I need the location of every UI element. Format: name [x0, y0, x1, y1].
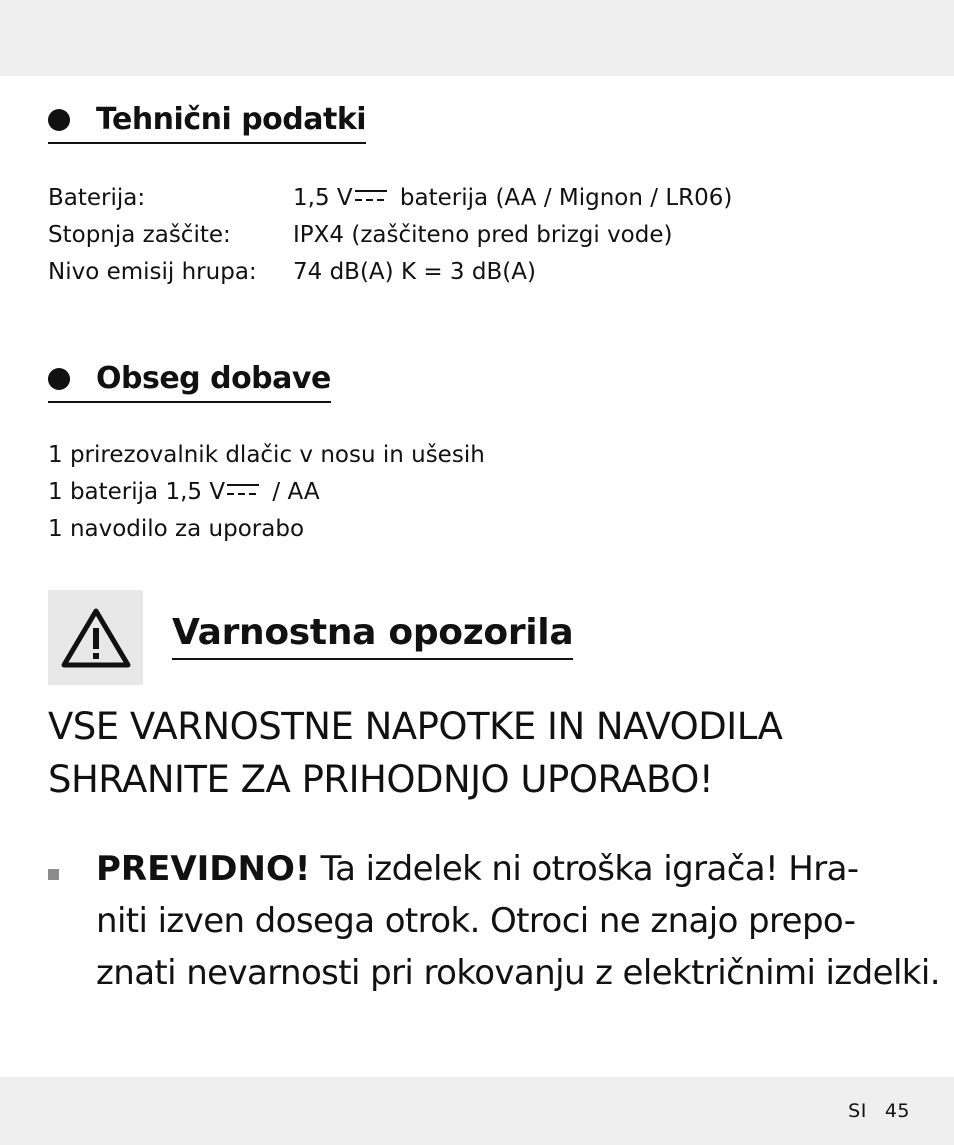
- caution-text: [96, 843, 940, 999]
- footer-band: [0, 1077, 954, 1145]
- warning-icon-box: [48, 590, 143, 685]
- bullet-circle-icon: [48, 368, 70, 390]
- list-item: [48, 474, 485, 511]
- notice-line: VSE VARNOSTNE NAPOTKE IN NAVODILA: [48, 705, 783, 748]
- caution-line: niti izven dosega otrok. Otroci ne znajo prepo-: [96, 901, 856, 941]
- safety-notice: [48, 700, 928, 806]
- spec-row: [48, 217, 732, 254]
- spec-value: 74 dB(A) K = 3 dB(A): [293, 259, 536, 285]
- direct-current-icon: [227, 484, 259, 495]
- caution-line-text: Ta izdelek ni otroška igrača! Hra-: [310, 849, 859, 889]
- header-band: [0, 0, 954, 76]
- supply-list: [48, 437, 485, 548]
- section-heading-technical: [48, 100, 366, 144]
- page-number: 45: [884, 1100, 910, 1122]
- voltage-text: 1,5 V: [293, 185, 353, 211]
- heading-text: Tehnični podatki: [96, 102, 367, 137]
- spec-value: [293, 180, 732, 217]
- caution-item: [48, 843, 940, 999]
- caution-line: [96, 843, 928, 895]
- warnings-title: Varnostna opozorila: [172, 610, 573, 660]
- spec-value: IPX4 (zaščiteno pred brizgi vode): [293, 222, 673, 248]
- battery-type-text: baterija (AA / Mignon / LR06): [392, 185, 733, 211]
- page-footer: [848, 1100, 910, 1122]
- bullet-circle-icon: [48, 109, 70, 131]
- caution-line: znati nevarnosti pri rokovanju z električnimi izdelki.: [96, 953, 940, 993]
- spec-label: Nivo emisij hrupa:: [48, 259, 257, 285]
- section-heading-supply: [48, 359, 331, 403]
- notice-line: SHRANITE ZA PRIHODNJO UPORABO!: [48, 758, 714, 801]
- spec-row: [48, 254, 732, 291]
- direct-current-icon: [355, 190, 387, 201]
- caution-label: PREVIDNO!: [96, 849, 311, 889]
- spec-row: [48, 180, 732, 217]
- item-text: / AA: [265, 479, 320, 505]
- heading-text: Obseg dobave: [96, 361, 331, 396]
- list-item: 1 navodilo za uporabo: [48, 516, 305, 542]
- list-item: 1 prirezovalnik dlačic v nosu in ušesih: [48, 442, 485, 468]
- technical-data-table: [48, 180, 732, 291]
- warning-triangle-icon: [60, 606, 132, 670]
- spec-label: Baterija:: [48, 185, 146, 211]
- item-text: 1 baterija 1,5 V: [48, 479, 226, 505]
- spec-label: Stopnja zaščite:: [48, 222, 231, 248]
- square-bullet-icon: [48, 869, 59, 880]
- language-code: SI: [848, 1100, 867, 1122]
